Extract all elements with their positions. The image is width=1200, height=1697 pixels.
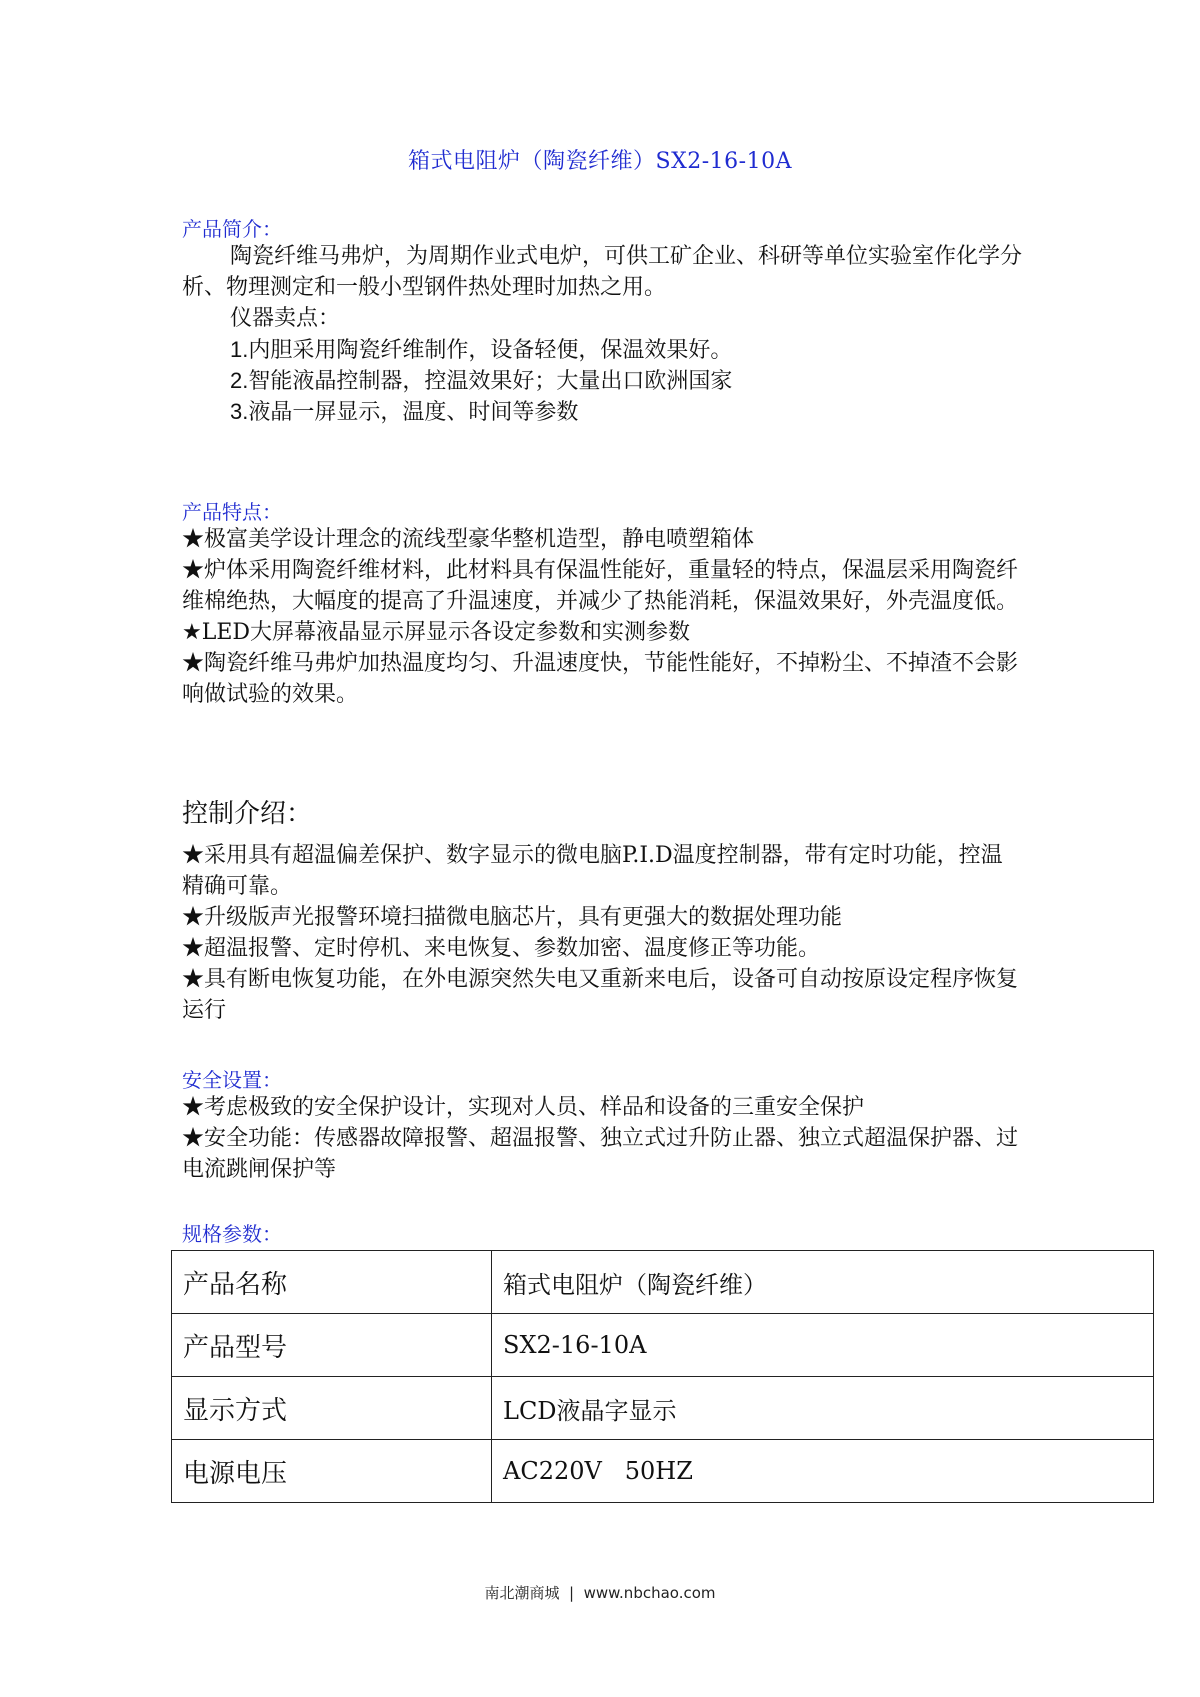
intro-text: 陶瓷纤维马弗炉，为周期作业式电炉，可供工矿企业、科研等单位实验室作化学分析、物理测定和一般小型钢件热处理时加热之用。	[182, 244, 1023, 300]
spec-heading: 规格参数：	[182, 1222, 282, 1246]
table-row	[172, 1377, 1154, 1440]
control-heading: 控制介绍：	[182, 799, 313, 829]
spec-value: AC220V 50HZ	[492, 1440, 1154, 1503]
spec-value: LCD液晶字显示	[492, 1377, 1154, 1440]
control-list	[182, 840, 1022, 1026]
feature-item: ★陶瓷纤维马弗炉加热温度均匀、升温速度快，节能性能好，不掉粉尘、不掉渣不会影响做试验的效果。	[182, 651, 1019, 707]
spec-key: 电源电压	[172, 1440, 492, 1503]
spec-key: 显示方式	[172, 1377, 492, 1440]
spec-table	[171, 1250, 1154, 1503]
spec-value: 箱式电阻炉（陶瓷纤维）	[492, 1251, 1154, 1314]
feature-item: ★LED大屏幕液晶显示屏显示各设定参数和实测参数	[182, 620, 691, 645]
footer-text: 南北潮商城 | www.nbchao.com	[484, 1584, 716, 1602]
feature-item: ★炉体采用陶瓷纤维材料，此材料具有保温性能好，重量轻的特点，保温层采用陶瓷纤维棉绝热，大幅度的提高了升温速度，并减少了热能消耗，保温效果好，外壳温度低。	[182, 558, 1019, 614]
spec-value: SX2-16-10A	[492, 1314, 1154, 1377]
selling-title: 仪器卖点：	[230, 306, 341, 331]
safety-list	[182, 1092, 1022, 1185]
feature-item: ★极富美学设计理念的流线型豪华整机造型，静电喷塑箱体	[182, 527, 755, 552]
control-item: ★超温报警、定时停机、来电恢复、参数加密、温度修正等功能。	[182, 936, 821, 961]
selling-points	[230, 303, 732, 427]
features-heading: 产品特点：	[182, 500, 282, 524]
control-item: ★采用具有超温偏差保护、数字显示的微电脑P.I.D温度控制器，带有定时功能，控温精确可靠。	[182, 843, 1003, 899]
table-row	[172, 1314, 1154, 1377]
selling-point: 2.智能液晶控制器，控温效果好；大量出口欧洲国家	[230, 368, 733, 394]
safety-item: ★安全功能：传感器故障报警、超温报警、独立式过升防止器、独立式超温保护器、过电流跳闸保护等	[182, 1126, 1019, 1182]
selling-point: 1.内胆采用陶瓷纤维制作，设备轻便，保温效果好。	[230, 337, 733, 363]
features-list	[182, 524, 1022, 710]
spec-key: 产品型号	[172, 1314, 492, 1377]
control-item: ★升级版声光报警环境扫描微电脑芯片，具有更强大的数据处理功能	[182, 905, 843, 930]
control-item: ★具有断电恢复功能，在外电源突然失电又重新来电后，设备可自动按原设定程序恢复运行	[182, 967, 1019, 1023]
spec-key: 产品名称	[172, 1251, 492, 1314]
selling-point: 3.液晶一屏显示，温度、时间等参数	[230, 399, 579, 425]
page-title: 箱式电阻炉（陶瓷纤维）SX2-16-10A	[408, 149, 792, 174]
intro-heading: 产品简介：	[182, 217, 282, 241]
safety-heading: 安全设置：	[182, 1068, 282, 1092]
table-row	[172, 1440, 1154, 1503]
safety-item: ★考虑极致的安全保护设计，实现对人员、样品和设备的三重安全保护	[182, 1095, 865, 1120]
table-row	[172, 1251, 1154, 1314]
